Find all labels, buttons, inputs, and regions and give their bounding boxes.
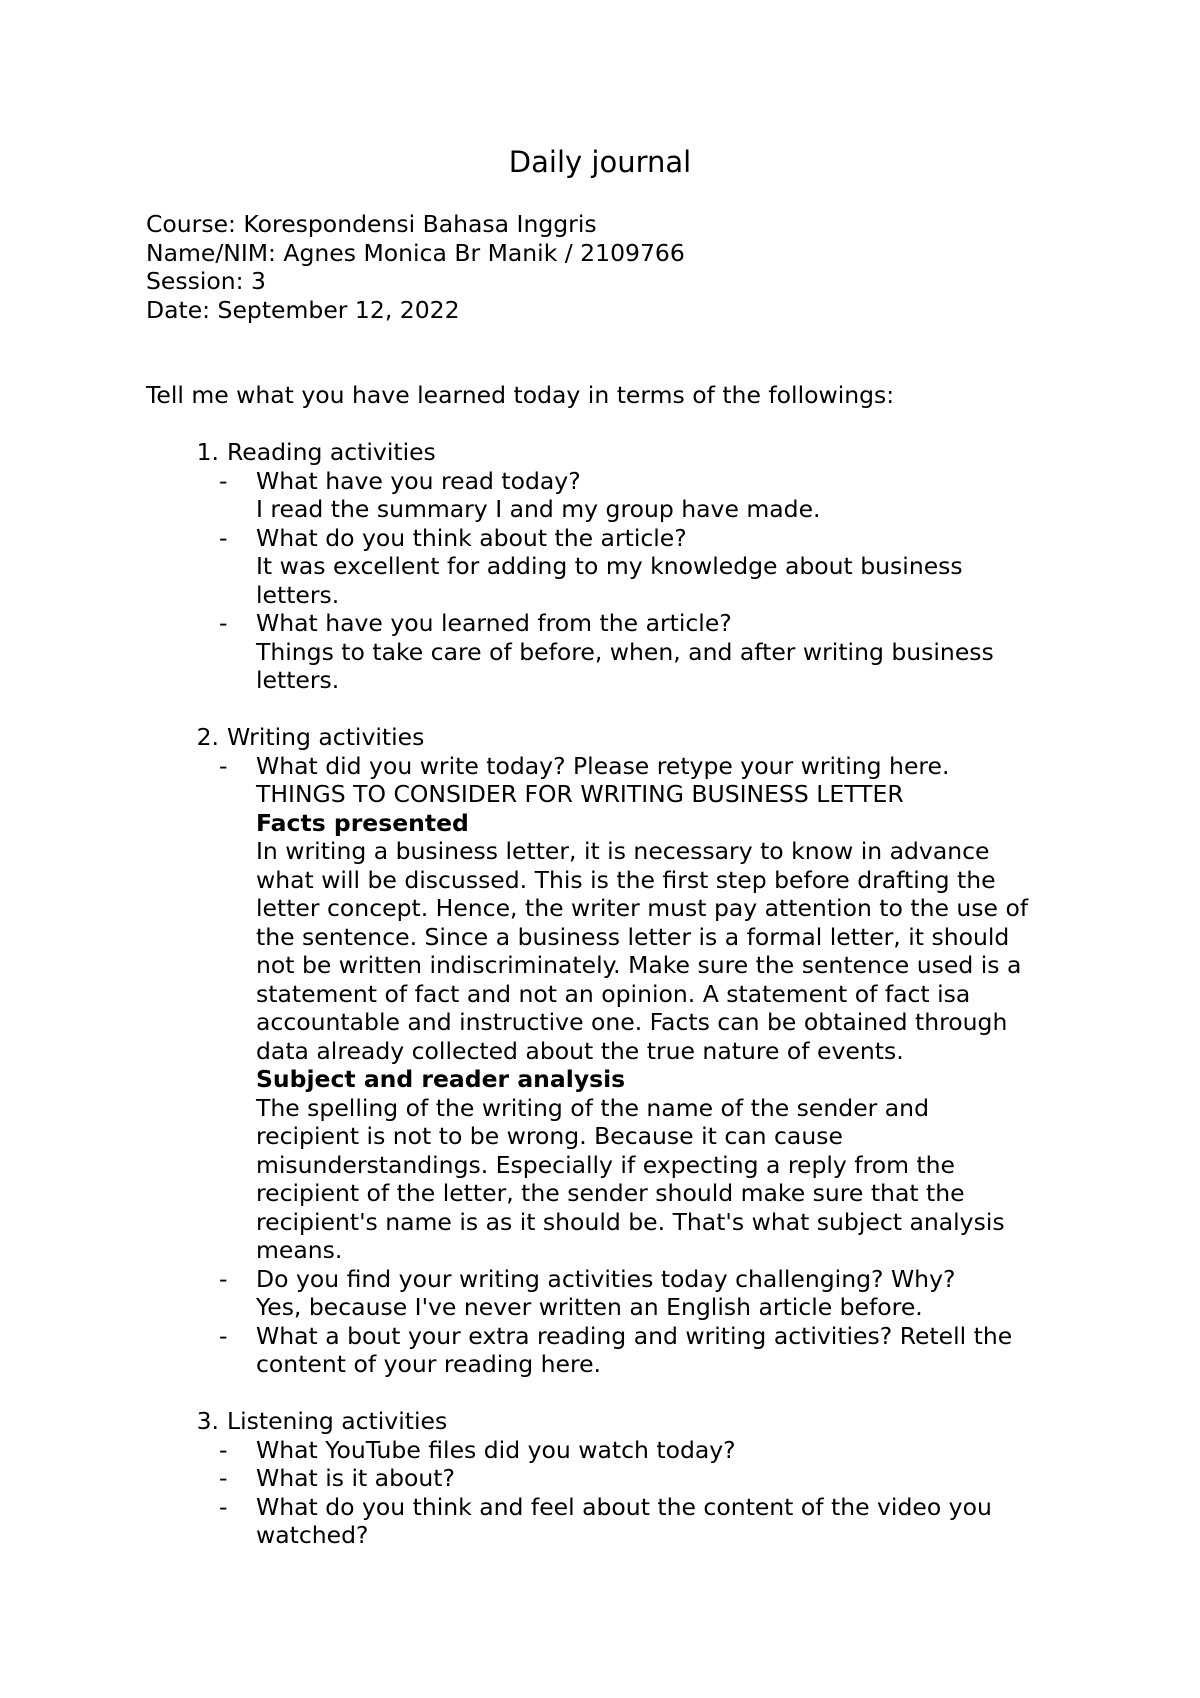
bullet-dash: - [219,1321,228,1350]
question: What do you think and feel about the content of the video you [256,1492,992,1521]
section-heading [146,723,1086,752]
writing-line: what will be discussed. This is the first step before drafting the [256,865,996,894]
section-writing [146,723,1086,1379]
writing-line: the sentence. Since a business letter is a formal letter, it should [256,922,1010,951]
writing-line: statement of fact and not an opinion. A statement of fact isa [256,979,971,1008]
meta-name: Name/NIM: Agnes Monica Br Manik / 2109766 [146,238,685,267]
document-body [146,210,1086,1550]
writing-subheading: Subject and reader analysis [256,1065,626,1093]
question: What have you learned from the article? [256,609,732,637]
section-reading [146,438,1086,695]
question: Do you find your writing activities today challenging? Why? [256,1264,956,1293]
bullet-dash: - [219,466,228,495]
question-continued: watched? [256,1521,369,1549]
section-heading [146,1407,1086,1436]
section-number: 1. [196,438,219,466]
section-title: Reading activities [227,438,436,466]
section-heading [146,438,1086,467]
answer: letters. [256,580,340,609]
list-item [146,524,1086,610]
list-item [146,467,1086,524]
answer: Things to take care of before, when, and after writing business [256,637,994,666]
list-item [146,1464,1086,1493]
writing-line: recipient is not to be wrong. Because it can cause [256,1122,843,1150]
section-number: 2. [196,723,219,751]
writing-line: recipient of the letter, the sender should make sure that the [256,1179,965,1207]
writing-subheading: Facts presented [256,808,469,837]
bullet-dash: - [219,1264,228,1293]
answer: I read the summary I and my group have made. [256,495,821,523]
question: What YouTube files did you watch today? [256,1435,736,1464]
question: What a bout your extra reading and writing activities? Retell the [256,1321,1013,1350]
answer: It was excellent for adding to my knowledge about business [256,552,963,580]
writing-line: recipient's name is as it should be. That's what subject analysis [256,1207,1005,1236]
document-title: Daily journal [508,145,692,179]
meta-course: Course: Korespondensi Bahasa Inggris [146,210,597,238]
list-item [146,1436,1086,1465]
section-number: 3. [196,1407,219,1435]
answer: letters. [256,666,340,694]
writing-line: means. [256,1236,343,1264]
meta-session: Session: 3 [146,267,267,295]
bullet-dash: - [219,523,228,552]
writing-line: accountable and instructive one. Facts can be obtained through [256,1008,1008,1036]
bullet-dash: - [219,1464,228,1492]
writing-line: not be written indiscriminately. Make sure the sentence used is a [256,951,1022,979]
question-continued: content of your reading here. [256,1350,602,1378]
bullet-dash: - [219,1492,228,1521]
question: What do you think about the article? [256,523,687,552]
list-item [146,1265,1086,1322]
list-item [146,1322,1086,1379]
section-title: Listening activities [227,1407,448,1435]
bullet-dash: - [219,609,228,637]
list-item [146,609,1086,695]
question: What is it about? [256,1464,455,1492]
writing-line: misunderstandings. Especially if expecting a reply from the [256,1150,955,1179]
section-title: Writing activities [227,723,425,751]
list-item [146,1493,1086,1550]
question: What have you read today? [256,466,581,495]
section-listening [146,1407,1086,1550]
writing-heading: THINGS TO CONSIDER FOR WRITING BUSINESS LETTER [256,780,904,808]
writing-line: The spelling of the writing of the name of the sender and [256,1093,929,1122]
meta-date: Date: September 12, 2022 [146,295,460,324]
writing-line: letter concept. Hence, the writer must pay attention to the use of [256,894,1029,922]
list-item [146,752,1086,1265]
meta-block [146,210,1086,324]
bullet-dash: - [219,751,228,780]
writing-line: In writing a business letter, it is necessary to know in advance [256,837,990,865]
question: What did you write today? Please retype your writing here. [256,751,950,780]
intro-prompt: Tell me what you have learned today in terms of the followings: [146,381,895,409]
answer: Yes, because I've never written an English article before. [256,1293,923,1321]
bullet-dash: - [219,1435,228,1464]
writing-line: data already collected about the true nature of events. [256,1036,904,1065]
